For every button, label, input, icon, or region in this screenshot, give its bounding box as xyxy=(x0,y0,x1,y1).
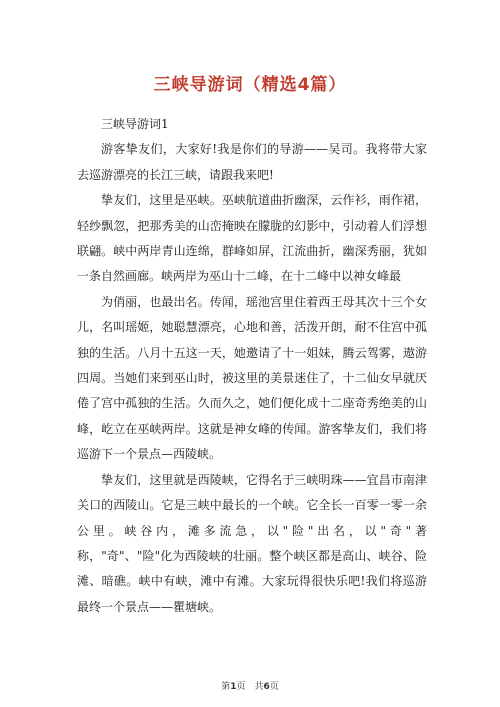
document-body xyxy=(77,112,427,620)
page-footer xyxy=(0,679,500,692)
section-subtitle: 三峡导游词1 xyxy=(101,117,169,131)
footer-total-pages: 6 xyxy=(263,682,270,692)
footer-prefix: 第 xyxy=(221,682,231,692)
paragraph-4: 挚友们，这里就是西陵峡，它得名于三峡明珠——宜昌市南津关口的西陵山。它是三峡中最长的一个峡。它全长一百零一零一余公里。峡谷内，滩多流急，以"险"出名，以"奇"著称，"奇"、"险"化为西陵峡的壮丽。整个峡区都是高山、峡谷、险滩、暗礁。峡中有峡，滩中有滩。大家玩得很快乐吧!我们将巡游最终一个景点——瞿塘峡。 xyxy=(77,472,427,614)
paragraph-2: 挚友们，这里是巫峡。巫峡航道曲折幽深，云作衫，雨作裙，轻纱飘忽，把那秀美的山峦掩映在朦胧的幻影中，引动着人们浮想联翩。峡中两岸青山连绵，群峰如屏，江流曲折，幽深秀丽，犹如一条自然画廊。峡两岸为巫山十二峰，在十二峰中以神女峰最 xyxy=(77,193,427,284)
paragraph-3: 为俏丽，也最出名。传闻，瑶池宫里住着西王母其次十三个女儿，名叫瑶姬，她聪慧漂亮，心地和善，活泼开朗，耐不住宫中孤独的生活。八月十五这一天，她邀请了十一姐妹，腾云驾雾，遨游四周。当她们来到巫山时，被这里的美景迷住了，十二仙女早就厌倦了宫中孤独的生活。久而久之，她们便化成十二座奇秀绝美的山峰，屹立在巫峡两岸。这就是神女峰的传闻。游客挚友们，我们将巡游下一个景点—西陵峡。 xyxy=(77,294,427,462)
document-title: 三峡导游词（精选4篇） xyxy=(153,75,347,95)
paragraph-1: 游客挚友们，大家好!我是你们的导游——吴司。我将带大家去巡游漂亮的长江三峡，请跟我来吧! xyxy=(77,142,427,182)
footer-current-page: 1 xyxy=(230,682,237,692)
footer-suffix: 页 xyxy=(269,682,279,692)
footer-mid: 页 共 xyxy=(236,682,264,692)
